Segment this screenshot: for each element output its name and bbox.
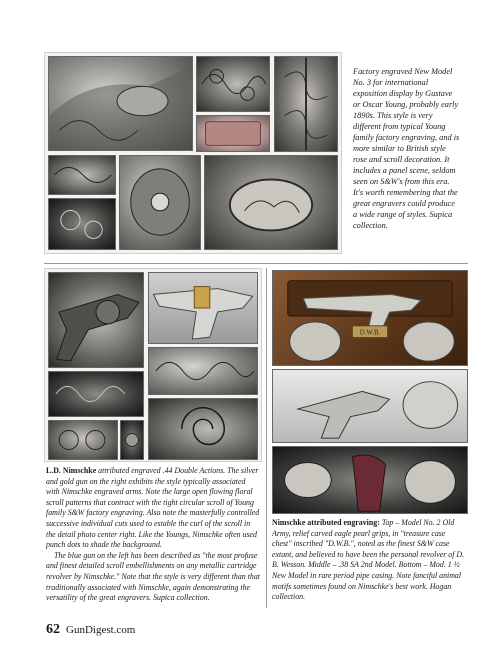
treasure-case-photo — [272, 270, 468, 366]
blue-revolver-photo — [48, 272, 144, 368]
page-number: 62 — [46, 622, 60, 637]
revolver-frame-photo — [48, 56, 193, 151]
scroll-detail-photo-1 — [196, 56, 270, 112]
case-inscription-text: D.W.B. — [359, 329, 381, 337]
page-footer — [46, 620, 135, 638]
sa-38-revolver-photo — [272, 369, 468, 443]
scroll-detail-photo-2 — [274, 56, 338, 152]
right-caption-text: Top – Model No. 2 Old Army, relief carved eagle pearl grips, in "treasure case chest" inscribed "D.W.B.", noted as the finest S&W case extant, and believed to have been the personal revolver of D. B. Wesson. Middle – .38 SA 2nd Model. Bottom – Mod. 1 ½ New Model in rare period pipe casing. Note fanciful animal motifs sometimes found on Nimschke's best work. Hogan collection. — [272, 518, 465, 602]
silver-gold-revolver-photo — [148, 272, 258, 344]
scroll-detail-photo-3 — [148, 347, 258, 395]
site-name: GunDigest.com — [66, 624, 136, 636]
scroll-detail-photo-4 — [48, 371, 144, 417]
left-caption-lead: L.D. Nimschke — [46, 466, 97, 475]
sideplate-photo — [119, 155, 201, 250]
scroll-detail-photo-5 — [48, 420, 118, 460]
left-caption-paragraph-2: The blue gun on the left has been described as "the most profuse and finest detailed scroll embellishments on any metallic cartridge revolver by Nimschke." Note that the style is very different than that traditionally associated with Nimschke, again demonstrating the versatility of the great engravers. Supica collection. — [46, 550, 260, 603]
screw-detail-photo — [120, 420, 144, 460]
pipe-casing-photo — [272, 446, 468, 514]
left-caption-paragraph-1 — [46, 466, 260, 551]
curl-detail-photo — [148, 398, 258, 460]
left-caption — [46, 466, 260, 604]
right-caption-lead: Nimschke attributed engraving: — [272, 518, 380, 527]
section-divider — [44, 263, 468, 264]
right-caption — [272, 518, 466, 603]
column-divider — [266, 268, 267, 608]
panel-scene-photo — [204, 155, 338, 250]
engraving-photo-small-1 — [48, 155, 116, 195]
top-caption: Factory engraved New Model No. 3 for international exposition display by Gustave or Oscar Young, probably early 1890s. This style is very different from typical Young family factory engraving, and is more similar to British style rose and scroll decoration. It includes a panel scene, seldom seen on S&W's from this era. It's worth remembering that the great engravers could produce a wide range of styles. Supica collection. — [353, 67, 460, 230]
left-caption-text-1: attributed engraved .44 Double Actions. The silver and gold gun on the right exhibits the style typically associated with Nimschke engraved arms. Note the large open flowing floral scroll patterns that contract with the tight circular scroll of Young family S&W factory engraving. Also note the masterfully controlled successive individual cuts used to estable the curl of the scroll in the detail photo center right. Like the Youngs, Nimschke often used punch dots to shade the background. — [46, 466, 260, 550]
grip-detail-photo — [196, 115, 270, 152]
engraving-photo-small-2 — [48, 198, 116, 250]
